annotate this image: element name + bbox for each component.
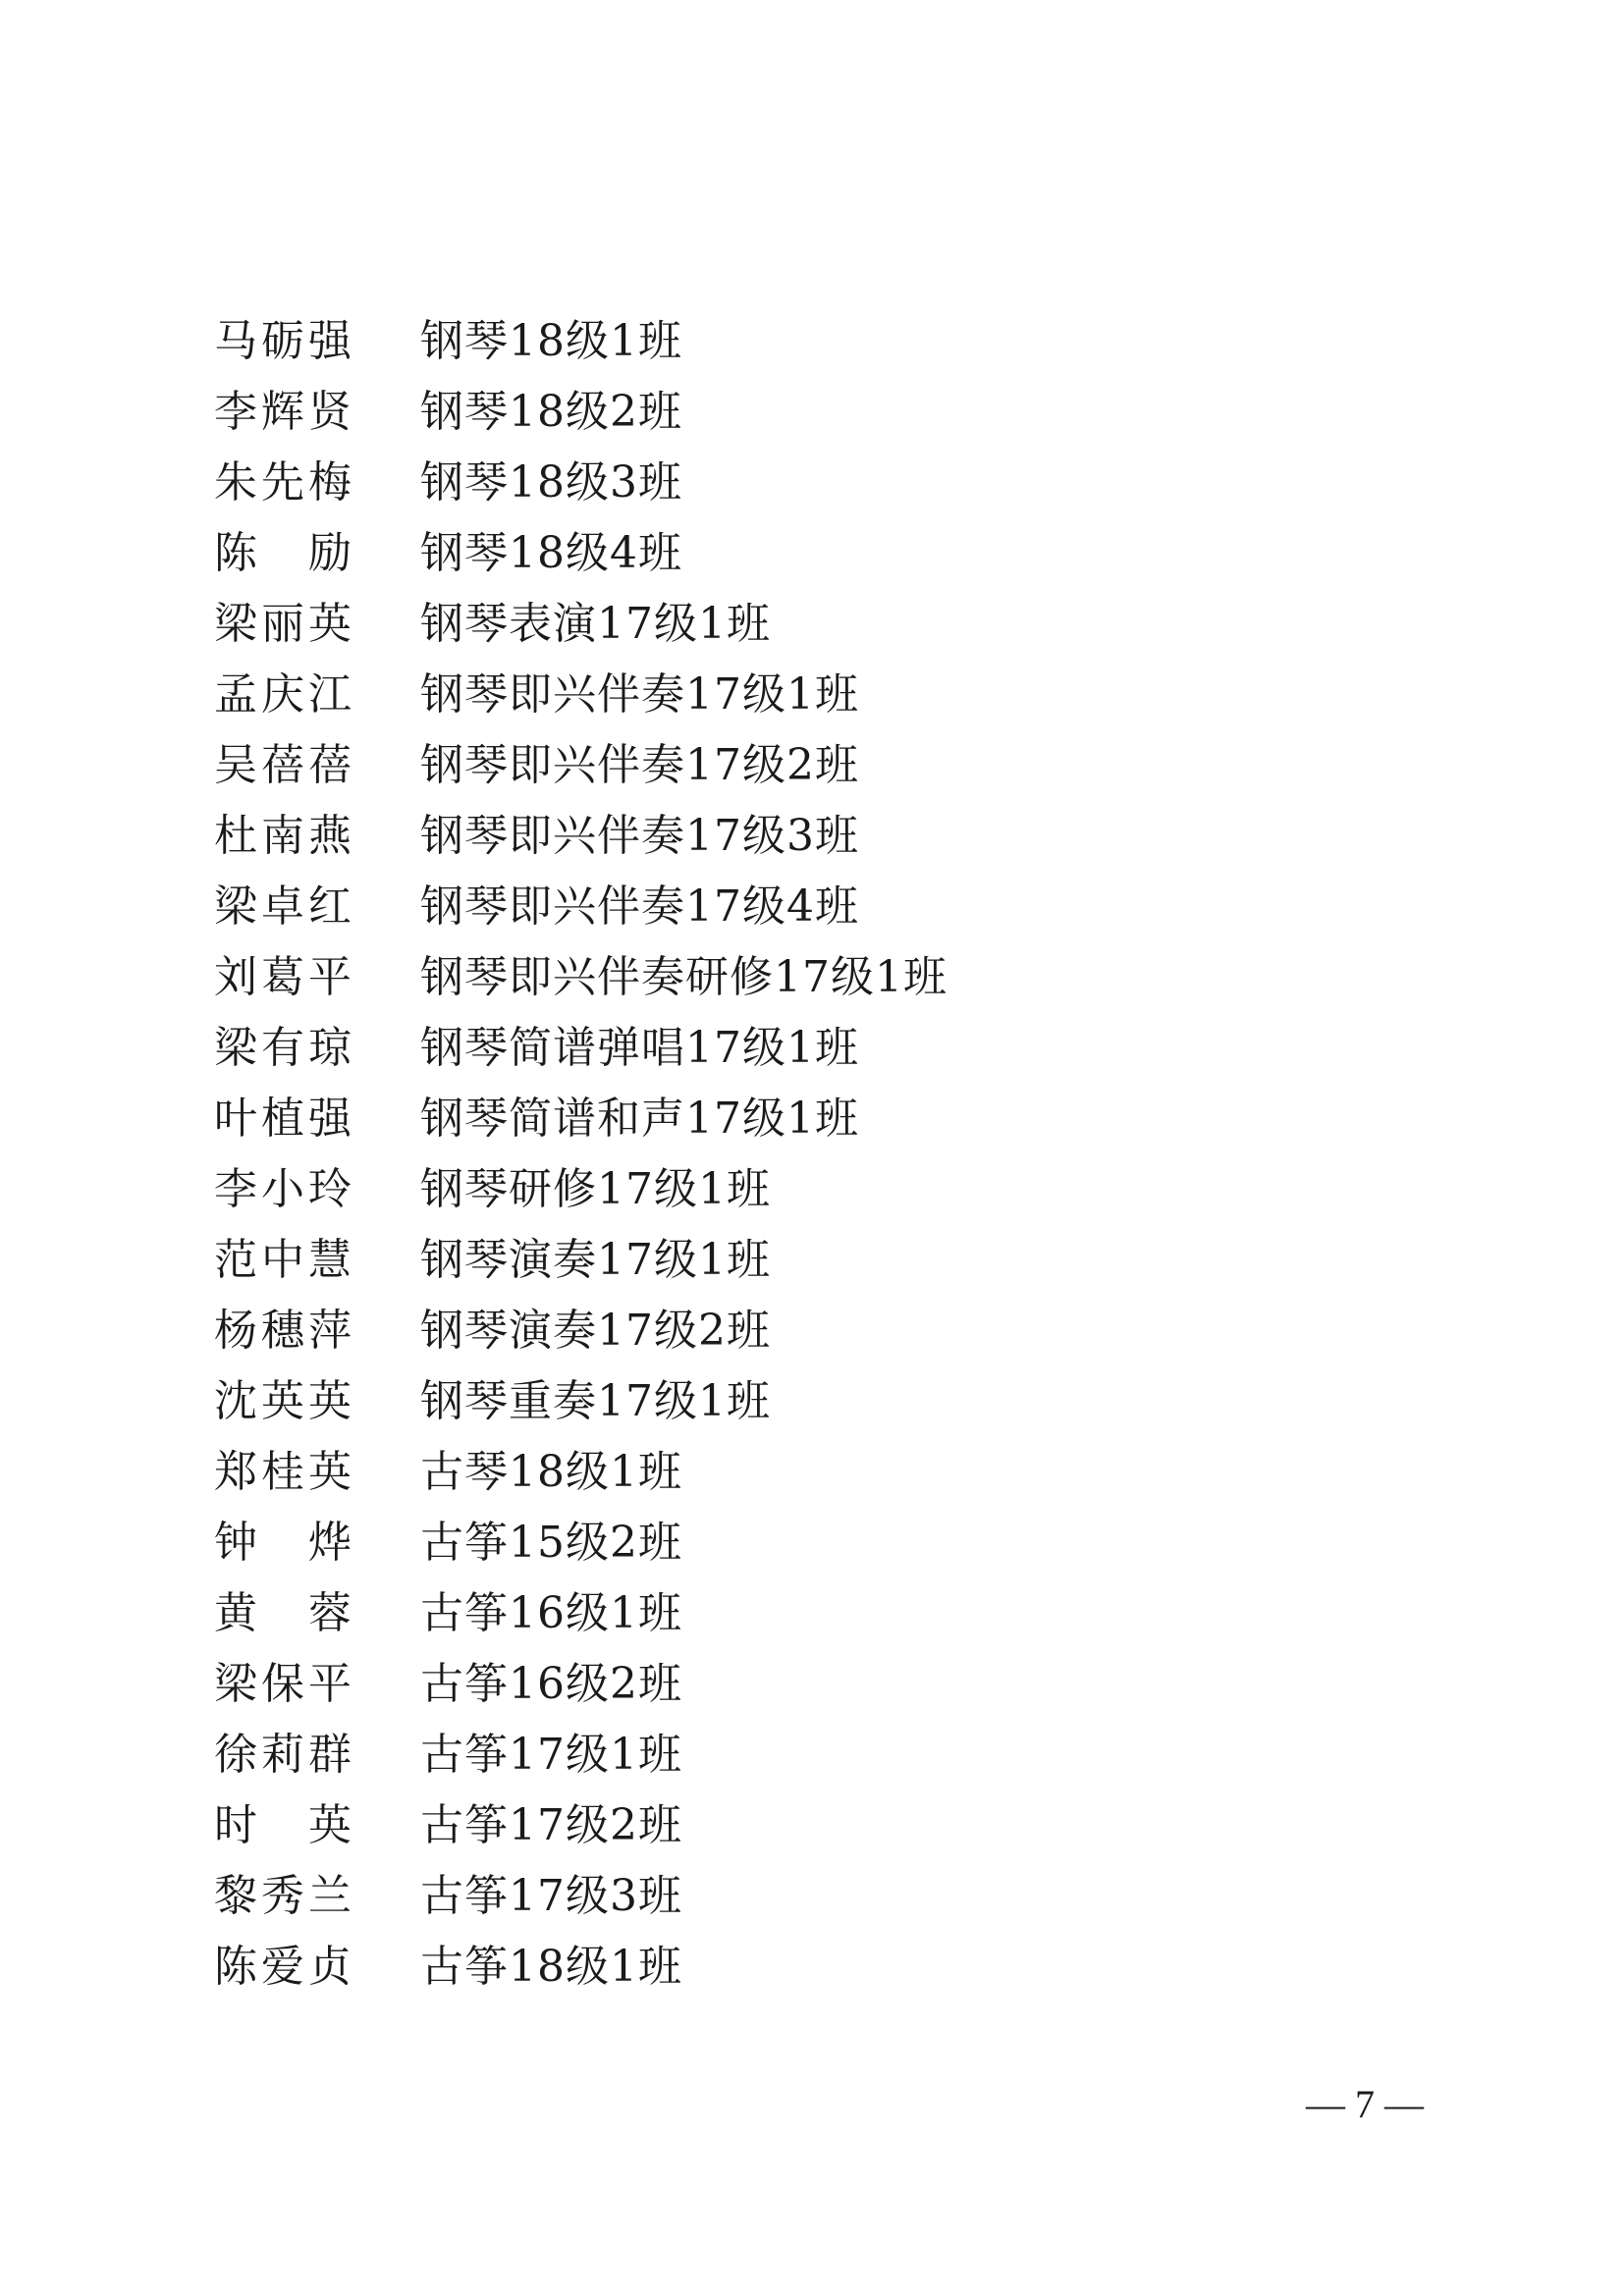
list-item	[214, 589, 947, 660]
class-name: 钢琴即兴伴奏17级2班	[420, 740, 859, 790]
class-name: 钢琴18级2班	[420, 387, 682, 437]
list-item	[214, 1013, 947, 1084]
class-name: 古筝17级1班	[420, 1730, 682, 1780]
teacher-name: 黎秀兰	[214, 1871, 355, 1921]
teacher-name: 杜南燕	[214, 811, 355, 861]
teacher-name: 马砺强	[214, 316, 355, 366]
list-item	[214, 448, 947, 518]
list-item	[214, 872, 947, 942]
class-name: 古筝16级2班	[420, 1659, 682, 1709]
list-item	[214, 1437, 947, 1508]
class-name: 古筝17级3班	[420, 1871, 682, 1921]
list-item	[214, 801, 947, 872]
list-item	[214, 1578, 947, 1649]
class-name: 钢琴18级3班	[420, 457, 682, 507]
teacher-name: 刘葛平	[214, 952, 355, 1002]
class-name: 钢琴简谱和声17级1班	[420, 1094, 859, 1144]
class-name: 钢琴即兴伴奏17级1班	[420, 669, 859, 720]
class-name: 钢琴即兴伴奏17级4班	[420, 881, 859, 932]
teacher-name: 范中慧	[214, 1235, 355, 1285]
class-name: 古筝16级1班	[420, 1588, 682, 1638]
list-item	[214, 942, 947, 1013]
class-name: 钢琴研修17级1班	[420, 1164, 771, 1214]
teacher-name: 时 英	[214, 1800, 355, 1850]
class-name: 钢琴重奏17级1班	[420, 1376, 771, 1426]
list-item	[214, 1649, 947, 1720]
teacher-name: 陈 励	[214, 528, 355, 578]
teacher-name: 叶植强	[214, 1094, 355, 1144]
teacher-name: 徐莉群	[214, 1730, 355, 1780]
list-item	[214, 518, 947, 589]
class-name: 钢琴即兴伴奏研修17级1班	[420, 952, 947, 1002]
teacher-name: 沈英英	[214, 1376, 355, 1426]
teacher-name: 梁丽英	[214, 599, 355, 649]
class-name: 古筝18级1班	[420, 1942, 682, 1992]
teacher-name: 梁有琼	[214, 1023, 355, 1073]
class-name: 钢琴18级1班	[420, 316, 682, 366]
class-name: 古筝15级2班	[420, 1518, 682, 1568]
list-item	[214, 730, 947, 801]
list-item	[214, 1861, 947, 1932]
list-item	[214, 1508, 947, 1578]
class-name: 古琴18级1班	[420, 1447, 682, 1497]
list-item	[214, 1366, 947, 1437]
teacher-name: 陈爱贞	[214, 1942, 355, 1992]
roster-list	[214, 306, 947, 2002]
teacher-name: 梁保平	[214, 1659, 355, 1709]
teacher-name: 梁卓红	[214, 881, 355, 932]
list-item	[214, 1932, 947, 2002]
list-item	[214, 1790, 947, 1861]
class-name: 钢琴简谱弹唱17级1班	[420, 1023, 859, 1073]
teacher-name: 钟 烨	[214, 1518, 355, 1568]
page-number: — 7 —	[1306, 2082, 1424, 2126]
class-name: 钢琴表演17级1班	[420, 599, 771, 649]
class-name: 钢琴18级4班	[420, 528, 682, 578]
class-name: 钢琴演奏17级1班	[420, 1235, 771, 1285]
list-item	[214, 1720, 947, 1790]
list-item	[214, 1084, 947, 1154]
list-item	[214, 1225, 947, 1296]
teacher-name: 郑桂英	[214, 1447, 355, 1497]
list-item	[214, 1154, 947, 1225]
list-item	[214, 660, 947, 730]
teacher-name: 李辉贤	[214, 387, 355, 437]
class-name: 钢琴即兴伴奏17级3班	[420, 811, 859, 861]
teacher-name: 孟庆江	[214, 669, 355, 720]
class-name: 钢琴演奏17级2班	[420, 1306, 771, 1356]
teacher-name: 黄 蓉	[214, 1588, 355, 1638]
teacher-name: 李小玲	[214, 1164, 355, 1214]
list-item	[214, 1296, 947, 1366]
teacher-name: 朱先梅	[214, 457, 355, 507]
class-name: 古筝17级2班	[420, 1800, 682, 1850]
list-item	[214, 377, 947, 448]
list-item	[214, 306, 947, 377]
teacher-name: 吴蓓蓓	[214, 740, 355, 790]
teacher-name: 杨穗萍	[214, 1306, 355, 1356]
